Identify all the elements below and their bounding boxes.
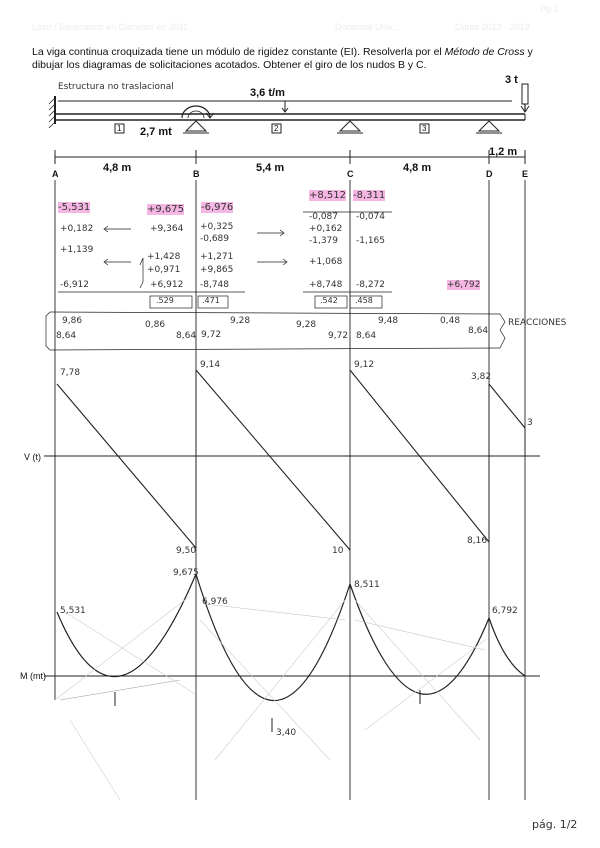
shear-value-c-left: 10 [332,546,344,556]
rotation-3: .542 [320,296,338,305]
statement-method: Método de Cross [444,46,525,58]
shear-value-c-right: 9,12 [354,360,375,370]
span-3-label: 3 [422,124,427,133]
moment-axis-label: M (mt) [20,671,46,681]
beam-note: Estructura no traslacional [58,82,174,92]
cross-br-2: -0,689 [200,234,230,244]
cross-bl-3: +0,971 [147,265,181,275]
cross-bl-1: +9,364 [150,224,184,234]
fem-d: +6,792 [447,280,481,290]
cross-br-3: +1,271 [200,252,234,262]
reaction-5: 9,72 [201,330,222,340]
reaction-8: 9,72 [328,331,349,341]
statement-line2: dibujar los diagramas de solicitaciones acotados. Obtener el giro de los nudos B y C. [32,59,427,71]
moment-value-d: 6,792 [492,606,518,616]
ghost-corner: Pg 1 [540,4,559,14]
reaction-4: 8,64 [176,331,197,341]
shear-value-e: 3 [527,418,533,428]
ghost-header-right-1: Docencia Univ... [335,22,400,32]
cross-cl-5: +8,748 [309,280,343,290]
cross-cl-2: +0,162 [309,224,343,234]
node-c: C [347,169,354,179]
cross-bl-4: +6,912 [150,280,184,290]
ghost-header-right-2: Curso 2012 - 2013 [455,22,530,32]
reaction-12: 8,64 [468,326,489,336]
reaction-11: 0,48 [440,316,461,326]
distributed-load-label: 3,6 t/m [250,87,285,99]
cross-cr-1: -0,074 [356,212,386,222]
dimension-cd: 4,8 m [403,162,432,174]
dimension-ab: 4,8 m [103,162,132,174]
reaction-9: 8,64 [356,331,377,341]
moment-value-b-right: 6,976 [202,597,228,607]
node-d: D [486,169,493,179]
cross-a-2: +1,139 [60,245,94,255]
point-load-label: 3 t [505,74,518,86]
node-e: E [522,169,529,179]
cross-cr-3: -8,272 [356,280,386,290]
cross-br-4: +9,865 [200,265,234,275]
moment-diagram [44,574,540,732]
reaction-7: 9,28 [296,320,317,330]
shear-value-a: 7,78 [60,368,81,378]
cross-cl-1: -0,087 [309,212,339,222]
dimension-de: 1,2 m [489,146,518,158]
reaction-10: 9,48 [378,316,399,326]
shear-diagram [44,370,540,550]
cross-cl-4: +1,068 [309,257,343,267]
node-guide-lines [55,180,525,800]
shear-axis-label: V (t) [24,452,41,462]
page-number: pág. 1/2 [532,818,578,831]
shear-value-d-left: 8,16 [467,536,488,546]
moment-value-a: 5,531 [60,606,86,616]
shear-value-b-left: 9,50 [176,546,197,556]
statement-line1-a: La viga continua croquizada tiene un módulo de rigidez constante (EI). Resolverla por el [32,46,445,58]
ghost-header-left: Lezo / Escenarios en Corredor es 2011 [32,22,188,32]
reactions-label: REACCIONES [508,318,567,328]
fem-b-left: +9,675 [147,204,185,215]
cross-cr-2: -1,165 [356,236,386,246]
moment-b-label: 2,7 mt [140,126,172,138]
rotation-2: .471 [202,296,220,305]
cross-br-1: +0,325 [200,222,234,232]
span-2-label: 2 [274,124,279,133]
cross-br-5: -8,748 [200,280,230,290]
shear-value-d-right: 3,82 [471,372,492,382]
rotation-1: .529 [156,296,174,305]
span-1-label: 1 [117,124,122,133]
reaction-2: 8,64 [56,331,77,341]
statement-line1-b: y [524,46,533,58]
fem-c-left: +8,512 [309,190,347,201]
node-b: B [193,169,200,179]
fem-c-right: -8,311 [353,190,386,201]
rotation-4: .458 [355,296,373,305]
cross-a-1: +0,182 [60,224,94,234]
moment-value-b-left: 9,675 [173,568,199,578]
node-a: A [52,169,59,179]
reaction-6: 9,28 [230,316,251,326]
moment-value-span-2: 3,40 [276,728,297,738]
reaction-1: 9,86 [62,316,83,326]
cross-cl-3: -1,379 [309,236,339,246]
cross-a-3: -6,912 [60,280,90,290]
reaction-3: 0,86 [145,320,166,330]
fem-a: -5,531 [58,202,91,213]
fem-b-right: -6,976 [201,202,234,213]
cross-bl-2: +1,428 [147,252,181,262]
shear-value-b-right: 9,14 [200,360,221,370]
cross-table-lines [46,212,505,350]
moment-value-c: 8,511 [354,580,380,590]
dimension-bc: 5,4 m [256,162,285,174]
